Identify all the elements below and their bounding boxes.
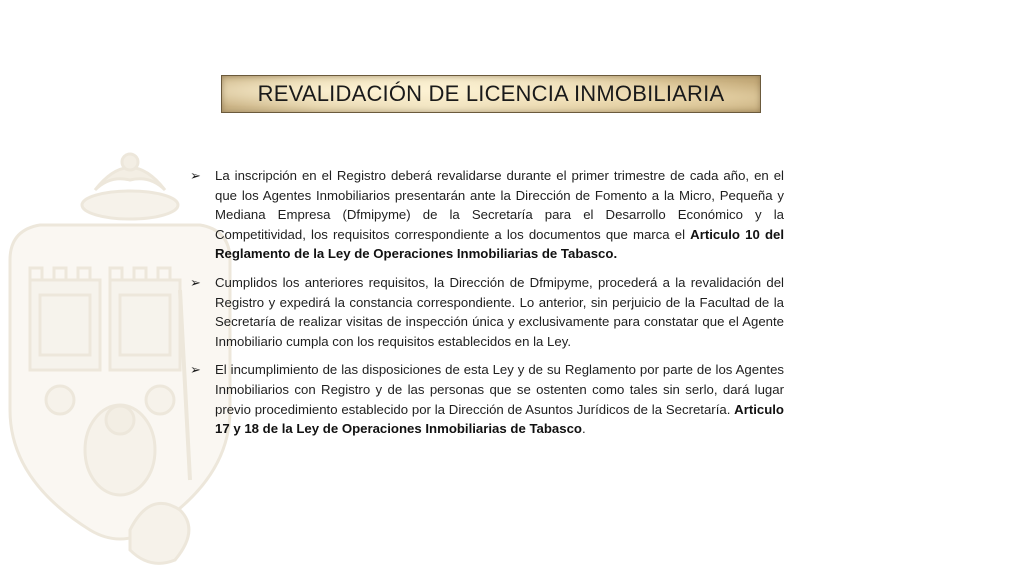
bullet-list (190, 166, 784, 448)
list-item (190, 273, 784, 351)
arrow-bullet-icon: ➢ (190, 168, 201, 183)
title-banner (221, 75, 761, 113)
list-item (190, 166, 784, 264)
bullet-text: El incumplimiento de las disposiciones de esta Ley y de su Reglamento por parte de los Agentes Inmobiliarios con Registro y de las personas que se ostenten como tales sin serlo, dará lugar previo procedimiento establecido por la Dirección de Asuntos Jurídicos de la Secretaría. Articulo 17 y 18 de la Ley de Operaciones Inmobiliarias de Tabasco. (215, 362, 784, 437)
bullet-text: Cumplidos los anteriores requisitos, la Dirección de Dfmipyme, procederá a la revalidación del Registro y expedirá la constancia correspondiente. Lo anterior, sin perjuicio de la Facultad de la Secretaría de realizar visitas de inspección única y exclusivamente para constatar que el Agente Inmobiliario cumpla con los requisitos establecidos en la Ley. (215, 274, 784, 349)
page-title: REVALIDACIÓN DE LICENCIA INMOBILIARIA (257, 81, 725, 106)
bullet-text: La inscripción en el Registro deberá revalidarse durante el primer trimestre de cada año, en el que los Agentes Inmobiliarios presentarán ante la Dirección de Fomento a la Micro, Pequeña y Mediana Empresa (Dfmipyme) de la Secretaría para el Desarrollo Económico y la Competitividad, los requisitos correspondiente a los documentos que marca el Articulo 10 del Reglamento de la Ley de Operaciones Inmobiliarias de Tabasco. (215, 168, 785, 262)
arrow-bullet-icon: ➢ (190, 362, 201, 378)
arrow-bullet-icon: ➢ (190, 274, 201, 290)
list-item (190, 360, 784, 438)
